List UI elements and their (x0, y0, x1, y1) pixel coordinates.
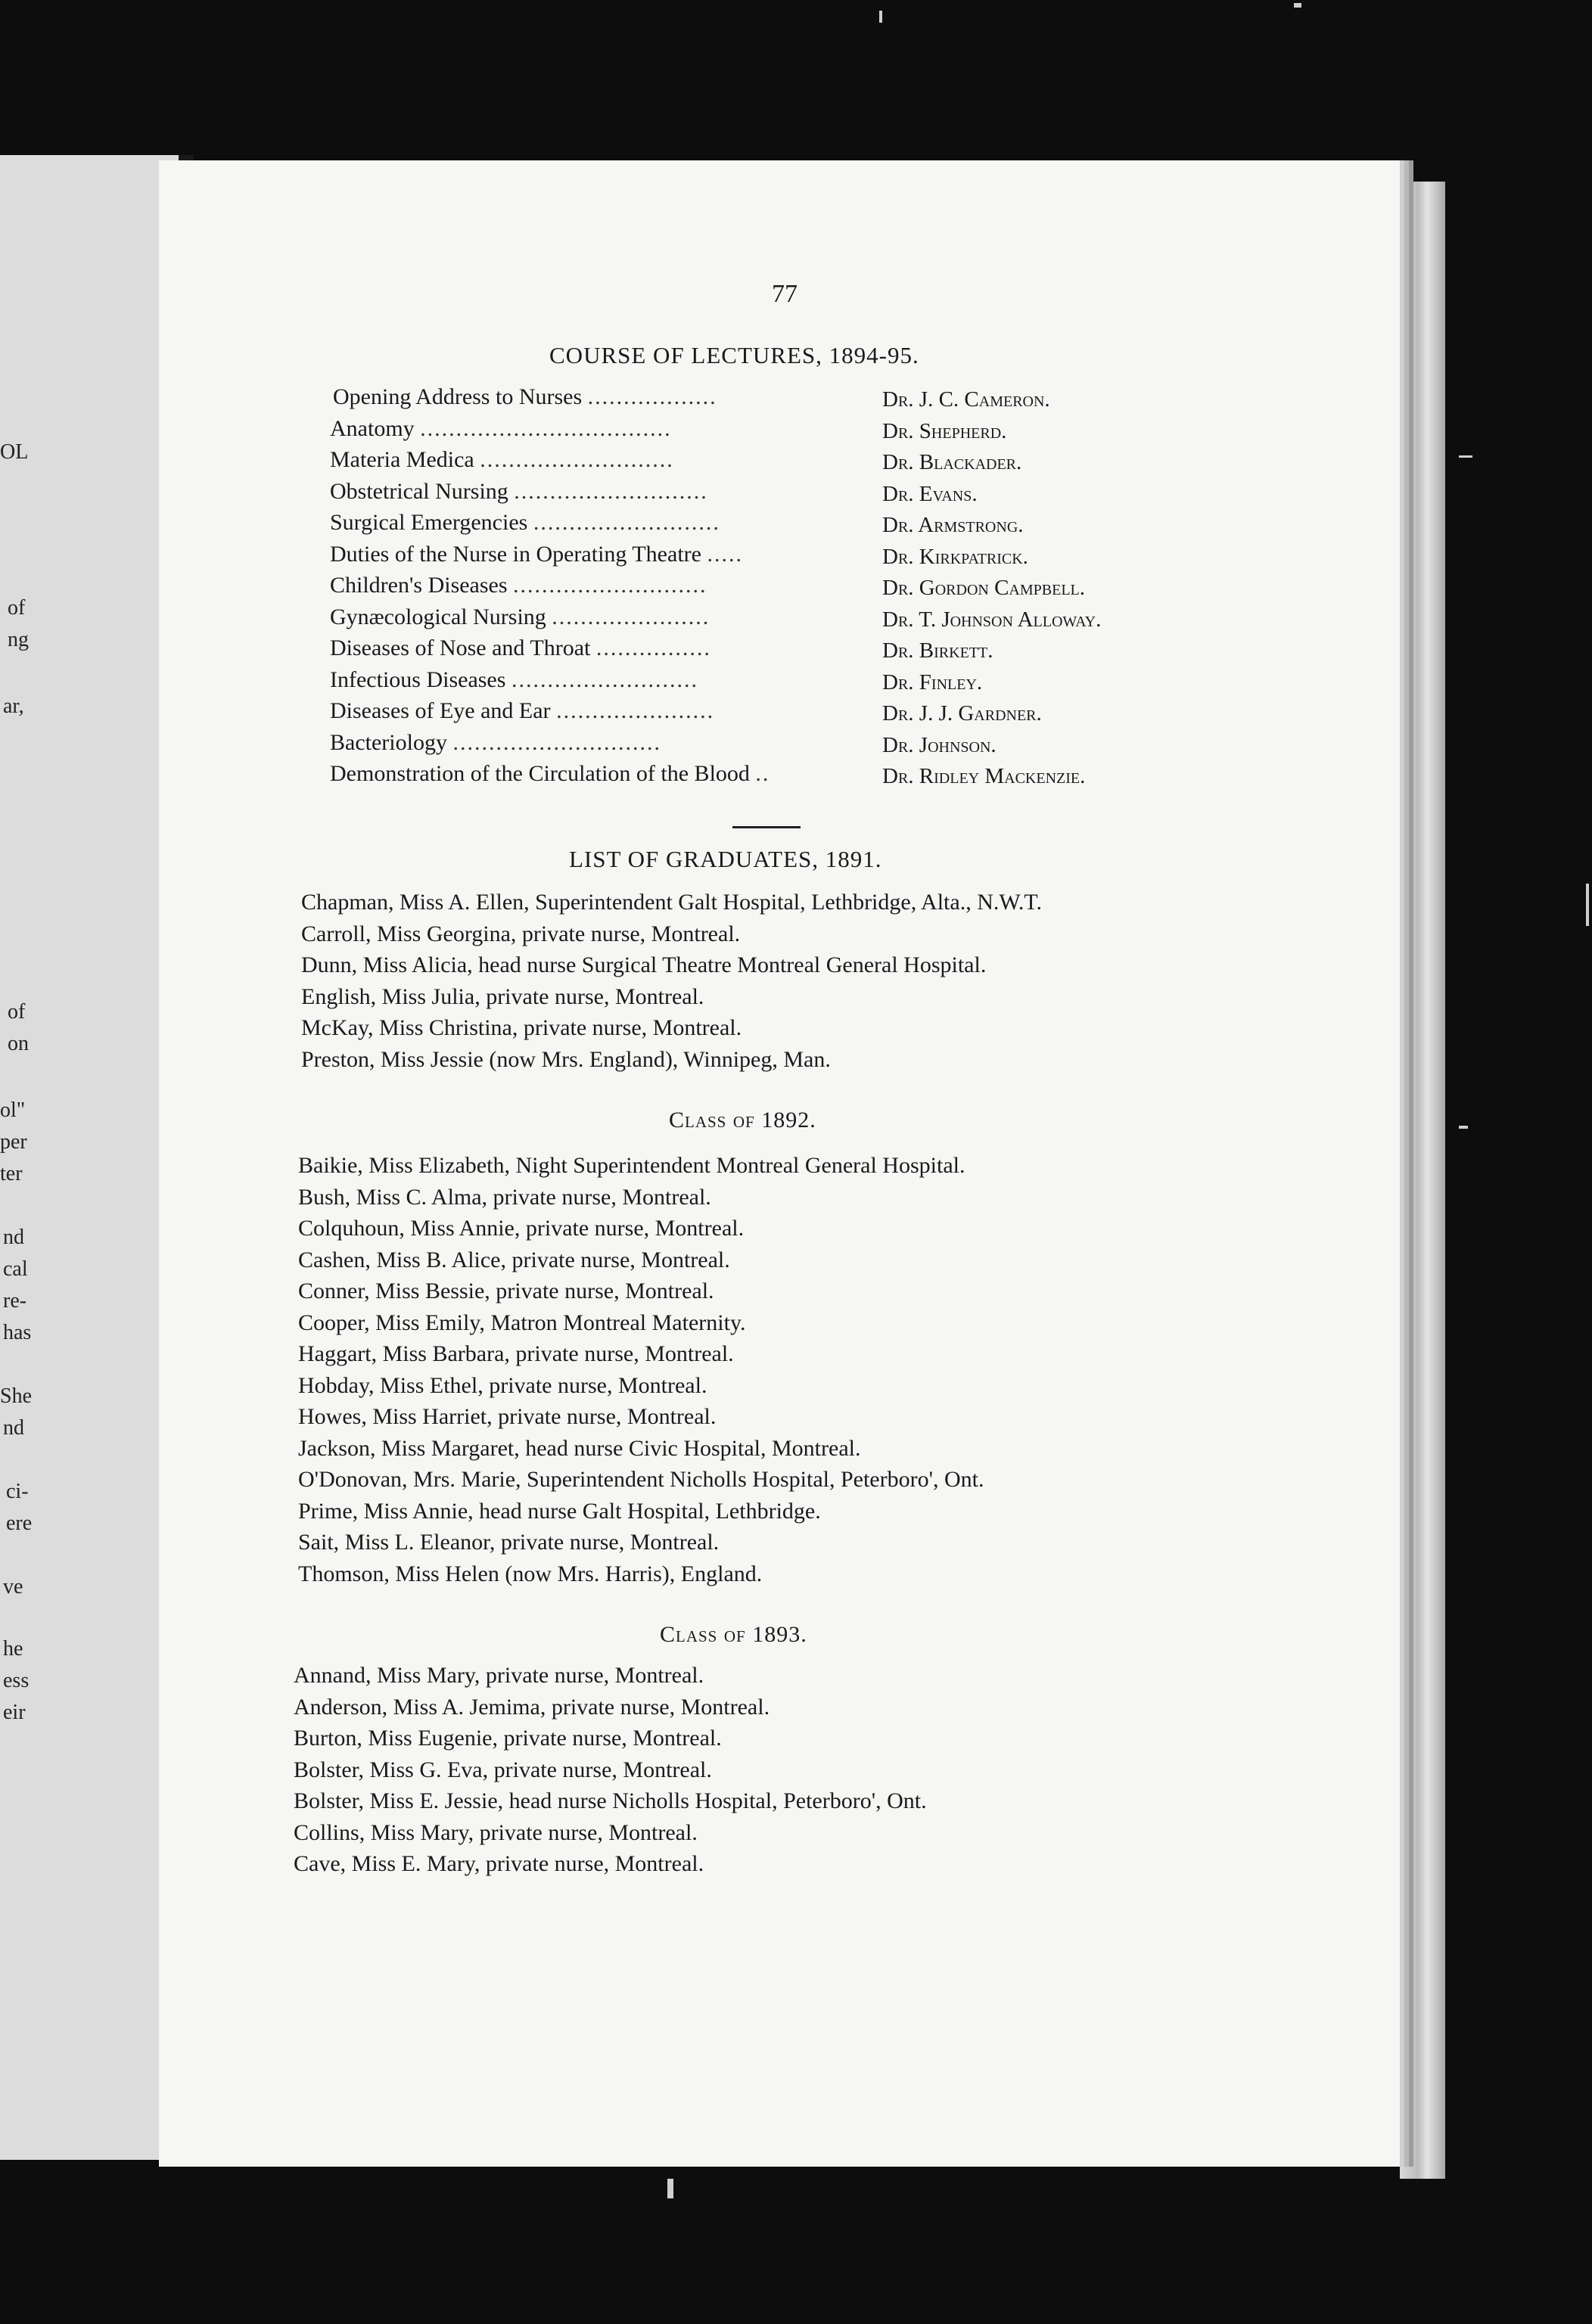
class-1893-heading: Class of 1893. (660, 1622, 807, 1647)
left-page-fragment: on (8, 1032, 29, 1055)
left-page-fragment: nd (3, 1226, 24, 1249)
graduate-entry: Jackson, Miss Margaret, head nurse Civic Hospital, Montreal. (298, 1435, 861, 1461)
left-page-fragment: he (3, 1637, 23, 1661)
lecturer-name: Dr. Ridley Mackenzie. (882, 764, 1086, 788)
left-page-fragment: ar, (3, 694, 24, 718)
leader-dots: .......................... (533, 510, 720, 535)
graduate-entry: Bolster, Miss G. Eva, private nurse, Montreal. (294, 1757, 712, 1782)
dust-speck (667, 2179, 673, 2198)
lecturer-name: Dr. Evans. (882, 481, 978, 506)
lecture-title-text: Obstetrical Nursing (330, 478, 515, 504)
left-page-fragment: re- (3, 1289, 27, 1313)
lecture-title (333, 384, 717, 410)
lecture-title (330, 730, 661, 756)
lecturer-name: Dr. Gordon Campbell. (882, 576, 1086, 600)
graduate-entry: Cave, Miss E. Mary, private nurse, Montreal. (294, 1851, 704, 1876)
lecture-title-text: Diseases of Nose and Throat (330, 635, 596, 660)
leader-dots: ........................... (513, 573, 707, 598)
graduate-entry: Conner, Miss Bessie, private nurse, Montreal. (298, 1279, 714, 1303)
graduate-entry: Annand, Miss Mary, private nurse, Montreal. (294, 1663, 704, 1688)
lecture-title (330, 604, 710, 630)
lecture-title-text: Materia Medica (330, 447, 480, 472)
lecturer-name: Dr. J. C. Cameron. (882, 387, 1050, 412)
graduate-entry: Hobday, Miss Ethel, private nurse, Montreal. (298, 1372, 707, 1398)
lecture-title (330, 635, 711, 661)
left-page-fragment: ess (3, 1669, 30, 1692)
leader-dots: ........................... (514, 478, 708, 504)
left-page-fragment: nd (3, 1416, 24, 1440)
left-page-fragment: She (0, 1384, 32, 1408)
graduate-entry: Preston, Miss Jessie (now Mrs. England), Winnipeg, Man. (301, 1046, 831, 1072)
lecture-title-text: Opening Address to Nurses (333, 384, 588, 409)
lecture-title-text: Demonstration of the Circulation of the Blood (330, 761, 756, 786)
lecture-title (330, 698, 714, 724)
leader-dots: ..... (707, 541, 743, 567)
left-page-fragment: ci- (6, 1480, 29, 1503)
graduates-heading: LIST OF GRADUATES, 1891. (569, 846, 882, 872)
leader-dots: ...................... (556, 698, 715, 723)
lecturer-name: Dr. Birkett. (882, 638, 993, 663)
leader-dots: ................ (595, 635, 711, 660)
left-page-fragment: eir (3, 1701, 26, 1724)
lecture-title-text: Gynæcological Nursing (330, 604, 552, 629)
graduate-entry: Dunn, Miss Alicia, head nurse Surgical Theatre Montreal General Hospital. (301, 952, 987, 977)
lecture-title (330, 447, 674, 473)
left-page-fragment: per (0, 1130, 27, 1154)
graduate-entry: Thomson, Miss Helen (now Mrs. Harris), England. (298, 1561, 763, 1586)
graduate-entry: Chapman, Miss A. Ellen, Superintendent Galt Hospital, Lethbridge, Alta., N.W.T. (301, 890, 1043, 915)
page-number: 77 (772, 280, 798, 308)
graduate-entry: Sait, Miss L. Eleanor, private nurse, Montreal. (298, 1530, 720, 1555)
lecture-title (330, 510, 720, 536)
lecture-title (330, 573, 707, 598)
left-page-fragment: OL (0, 440, 29, 464)
lecturer-name: Dr. Shepherd. (882, 418, 1007, 443)
leader-dots: ........................... (480, 447, 674, 472)
lecturer-name: Dr. Kirkpatrick. (882, 544, 1028, 569)
section-divider (732, 826, 801, 828)
leader-dots: .. (755, 761, 770, 786)
dust-speck (1586, 884, 1589, 926)
graduate-entry: Burton, Miss Eugenie, private nurse, Montreal. (294, 1726, 722, 1751)
graduate-entry: English, Miss Julia, private nurse, Montreal. (301, 983, 704, 1009)
graduate-entry: Cashen, Miss B. Alice, private nurse, Montreal. (298, 1247, 730, 1272)
graduate-entry: Cooper, Miss Emily, Matron Montreal Maternity. (298, 1310, 746, 1335)
dust-speck (879, 11, 882, 23)
graduate-entry: Baikie, Miss Elizabeth, Night Superintendent Montreal General Hospital. (298, 1153, 965, 1178)
left-page-fragment: of (8, 1000, 26, 1024)
graduate-entry: Carroll, Miss Georgina, private nurse, Montreal. (301, 921, 741, 946)
lecture-title (330, 761, 770, 787)
left-page-fragment: ng (8, 628, 29, 651)
lecture-title-text: Infectious Diseases (330, 666, 511, 692)
lecture-title-text: Anatomy (330, 415, 421, 441)
left-page-fragment: ve (3, 1575, 23, 1599)
lecturer-name: Dr. Armstrong. (882, 513, 1024, 537)
graduate-entry: Bush, Miss C. Alma, private nurse, Montreal. (298, 1184, 711, 1210)
lecture-title-text: Surgical Emergencies (330, 510, 533, 535)
leader-dots: ...................... (552, 604, 710, 629)
left-page-fragment: ere (6, 1512, 33, 1535)
left-page-fragment: ter (0, 1162, 23, 1185)
lecture-title-text: Duties of the Nurse in Operating Theatre (330, 541, 707, 567)
lecture-title (330, 667, 698, 693)
lecturer-name: Dr. Johnson. (882, 732, 997, 757)
graduate-entry: O'Donovan, Mrs. Marie, Superintendent Nicholls Hospital, Peterboro', Ont. (298, 1467, 984, 1492)
graduate-entry: McKay, Miss Christina, private nurse, Montreal. (301, 1015, 742, 1040)
graduate-entry: Prime, Miss Annie, head nurse Galt Hospital, Lethbridge. (298, 1498, 821, 1524)
class-1892-heading: Class of 1892. (669, 1108, 816, 1132)
graduate-entry: Collins, Miss Mary, private nurse, Montreal. (294, 1819, 698, 1845)
leader-dots: ............................. (452, 729, 661, 755)
lecture-title-text: Children's Diseases (330, 573, 514, 598)
graduate-entry: Haggart, Miss Barbara, private nurse, Montreal. (298, 1341, 734, 1366)
graduate-entry: Colquhoun, Miss Annie, private nurse, Montreal. (298, 1216, 745, 1241)
left-page-fragment: cal (3, 1257, 28, 1281)
graduate-entry: Anderson, Miss A. Jemima, private nurse, Montreal. (294, 1694, 770, 1720)
dust-speck (1459, 455, 1472, 458)
lecture-title (330, 542, 743, 567)
lecture-title-text: Bacteriology (330, 729, 453, 755)
lecturer-name: Dr. Blackader. (882, 450, 1022, 474)
left-page-fragment: of (8, 596, 26, 620)
left-page-fragment: ol" (0, 1098, 26, 1122)
graduate-entry: Howes, Miss Harriet, private nurse, Montreal. (298, 1404, 717, 1429)
lecture-title-text: Diseases of Eye and Ear (330, 698, 557, 723)
leader-dots: ................................... (420, 415, 672, 441)
dust-speck (1459, 1126, 1468, 1129)
lecture-title (330, 479, 708, 505)
lecturer-name: Dr. J. J. Gardner. (882, 701, 1042, 725)
left-page-fragment: has (3, 1321, 32, 1344)
dust-speck (1294, 3, 1301, 8)
leader-dots: .......................... (511, 666, 698, 692)
graduate-entry: Bolster, Miss E. Jessie, head nurse Nicholls Hospital, Peterboro', Ont. (294, 1788, 927, 1813)
lecture-title (330, 416, 672, 442)
lecturer-name: Dr. Finley. (882, 670, 983, 694)
page-edge-stack (1400, 182, 1445, 2179)
lecturer-name: Dr. T. Johnson Alloway. (882, 607, 1102, 632)
leader-dots: .................. (587, 384, 717, 409)
lectures-heading: COURSE OF LECTURES, 1894-95. (549, 342, 919, 368)
